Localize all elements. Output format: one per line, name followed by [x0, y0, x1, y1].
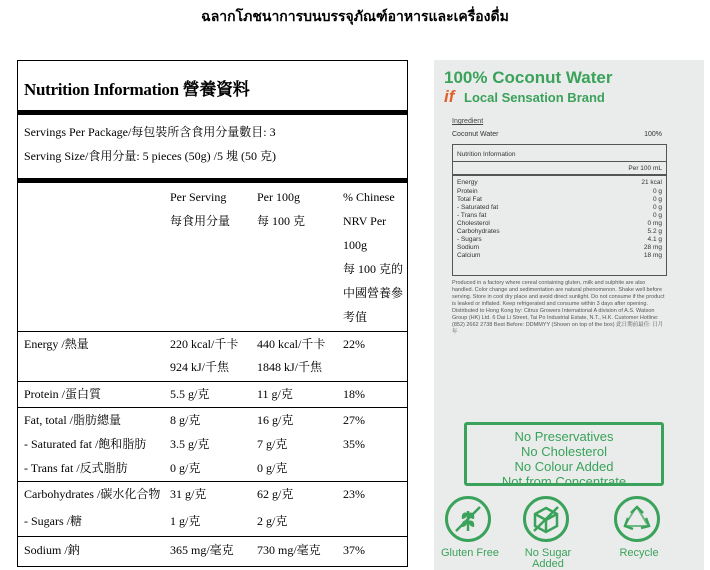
row-serving: 5.5 g/克 — [170, 387, 210, 401]
no-sugar-added-icon — [523, 496, 569, 542]
product-nutrition-box — [452, 144, 667, 276]
product-ni-heading: Nutrition Information — [457, 151, 516, 158]
row-label: Energy /熱量 — [24, 337, 89, 351]
row-serving: 1 g/克 — [170, 514, 201, 528]
row-label: - Trans fat /反式脂肪 — [24, 461, 128, 475]
claims-box: No Preservatives No Cholesterol No Colour Added Not from Concentrate — [464, 422, 664, 486]
col-per-serving: Per Serving 每食用分量 — [170, 190, 231, 228]
row-nrv: 22% — [343, 337, 365, 351]
gluten-free-label: Gluten Free — [440, 547, 500, 559]
row-line — [18, 481, 407, 482]
ingredient-row — [452, 131, 662, 138]
row-nrv: 27% — [343, 413, 365, 427]
row-label: - Sugars /糖 — [24, 514, 82, 528]
row-serving: 0 g/克 — [170, 461, 201, 475]
product-ni-row: - Trans fat 0 g — [457, 212, 662, 219]
servings-per-package: Servings Per Package/每包裝所含食用分量數目: 3 — [24, 125, 276, 139]
row-line — [18, 381, 407, 382]
row-serving: 8 g/克 — [170, 413, 201, 427]
product-ni-row: - Saturated fat 0 g — [457, 204, 662, 211]
no-sugar-label: No Sugar Added — [524, 547, 572, 570]
brand-logo: if — [444, 87, 455, 106]
row-nrv: 18% — [343, 387, 365, 401]
row-nrv: 35% — [343, 437, 365, 451]
col-per-100g: Per 100g 每 100 克 — [257, 190, 306, 228]
row-label: Sodium /鈉 — [24, 543, 80, 557]
product-image — [434, 60, 704, 570]
row-100g: 1848 kJ/千焦 — [257, 360, 323, 374]
fine-print: Produced in a factory where cereal containing gluten, milk and sulphite are also handled. Color change and sedimentation are natural phenomenon. Shake well before serving. Store in cool dry place and avoid direct sunlight. Do not consume if the product is leaked or inflated. Keep refrigerated and consume within 3 days after opening. Distributed to Hong Kong by: Citrus Growers International A division of A.S. Watson Group (HK) Ltd. 6 Dai Li Street, Tai Po Industrial Estate, N.T., H.K. Customer Hotline: (852) 2662 2738 Best Before: DDMMYY (Shown on top of the box) 此日期前最佳: 日月年 — [452, 280, 665, 335]
gluten-free-icon — [445, 496, 491, 542]
row-100g: 62 g/克 — [257, 487, 294, 501]
product-ni-per: Per 100 mL — [628, 165, 662, 172]
product-ni-row: Cholesterol 0 mg — [457, 220, 662, 227]
divider — [18, 178, 407, 183]
row-nrv: 23% — [343, 487, 365, 501]
row-serving: 31 g/克 — [170, 487, 207, 501]
product-ni-row: Sodium 28 mg — [457, 244, 662, 251]
row-label: - Saturated fat /飽和脂肪 — [24, 437, 147, 451]
row-serving: 924 kJ/千焦 — [170, 360, 230, 374]
page-title: ฉลากโภชนาการบนบรรจุภัณฑ์อาหารและเครื่องดื่ม — [201, 8, 509, 24]
row-100g: 440 kcal/千卡 — [257, 337, 326, 351]
row-line — [18, 536, 407, 537]
recycle-label: Recycle — [619, 547, 659, 559]
product-ni-row: Protein 0 g — [457, 188, 662, 195]
nutrition-panel — [17, 60, 408, 567]
row-serving: 3.5 g/克 — [170, 437, 210, 451]
divider — [18, 110, 407, 115]
row-line — [18, 331, 407, 332]
brand-line-1: 100% Coconut Water — [444, 68, 613, 87]
ingredient-heading: Ingredient — [452, 118, 484, 125]
row-serving: 365 mg/毫克 — [170, 543, 234, 557]
row-100g: 16 g/克 — [257, 413, 294, 427]
product-ni-row: - Sugars 4.1 g — [457, 236, 662, 243]
row-label: Fat, total /脂肪總量 — [24, 413, 121, 427]
row-label: Carbohydrates /碳水化合物 — [24, 487, 161, 501]
row-100g: 0 g/克 — [257, 461, 288, 475]
product-ni-row: Calcium 18 mg — [457, 252, 662, 259]
divider — [453, 174, 666, 176]
row-100g: 7 g/克 — [257, 437, 288, 451]
product-ni-row: Energy 21 kcal — [457, 179, 662, 186]
col-nrv: % Chinese NRV Per 100g 每 100 克的 中國營養參 考值 — [343, 190, 404, 324]
row-label: Protein /蛋白質 — [24, 387, 101, 401]
recycle-icon — [614, 496, 660, 542]
row-line — [18, 407, 407, 408]
row-100g: 11 g/克 — [257, 387, 293, 401]
product-ni-row: Carbohydrates 5.2 g — [457, 228, 662, 235]
row-nrv: 37% — [343, 543, 365, 557]
ingredient-pct: 100% — [644, 131, 662, 138]
ingredient-name: Coconut Water — [452, 131, 499, 138]
divider — [453, 161, 666, 162]
row-serving: 220 kcal/千卡 — [170, 337, 239, 351]
serving-size: Serving Size/食用分量: 5 pieces (50g) /5 塊 (50 克) — [24, 149, 276, 163]
product-ni-row: Total Fat 0 g — [457, 196, 662, 203]
nutrition-title: Nutrition Information 營養資料 — [24, 80, 250, 99]
row-100g: 730 mg/毫克 — [257, 543, 321, 557]
row-100g: 2 g/克 — [257, 514, 288, 528]
brand-line-2: Local Sensation Brand — [464, 90, 605, 105]
